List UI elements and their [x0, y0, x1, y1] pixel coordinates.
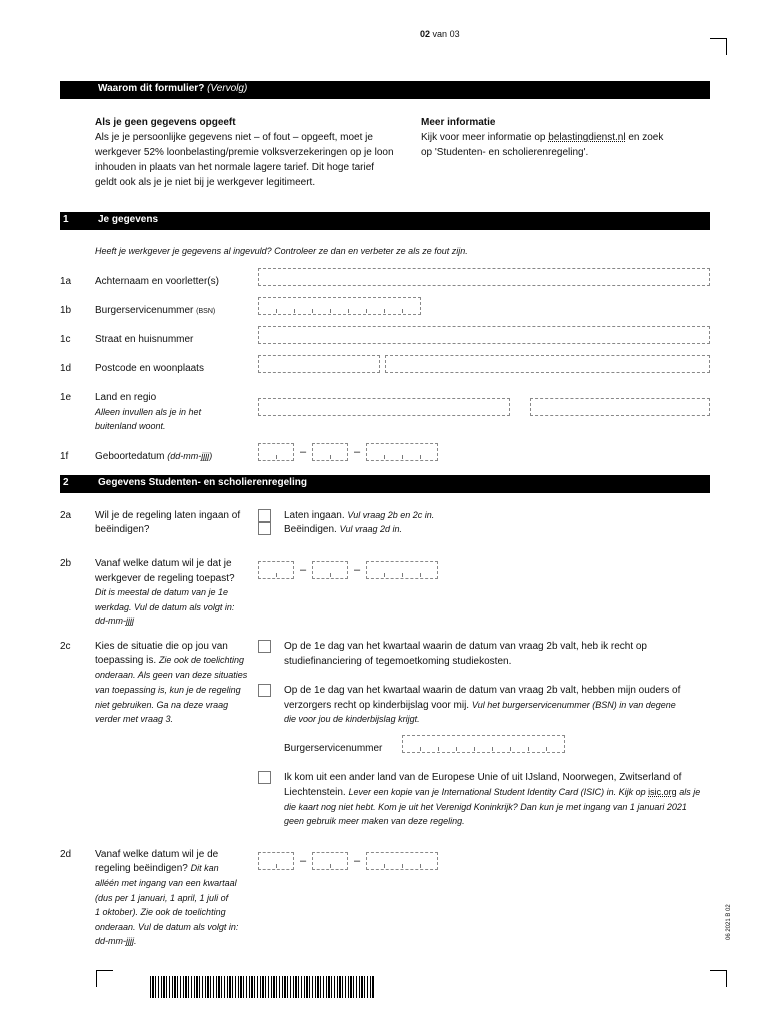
- postcode-field[interactable]: [258, 355, 380, 373]
- row-1d-label: Postcode en woonplaats: [95, 363, 204, 374]
- row-2b-note: werkdag. Vul de datum als volgt in:: [95, 602, 235, 612]
- row-2c-note: onderaan. Als geen van deze situaties: [95, 670, 248, 680]
- section1-note: Heeft je werkgever je gegevens al ingevuld? Controleer ze dan en verbeter ze als ze fout zijn.: [95, 246, 468, 256]
- section1-bar: [60, 212, 710, 230]
- row-2d-note: Dit kan: [190, 863, 219, 873]
- row-1c-label: Straat en huisnummer: [95, 334, 194, 345]
- row-2a-label: Wil je de regeling laten ingaan of: [95, 510, 241, 521]
- belastingdienst-link[interactable]: belastingdienst.nl: [548, 132, 626, 143]
- row-2d-number: 2d: [60, 849, 72, 860]
- section2-number: 2: [63, 477, 69, 488]
- start-day-field[interactable]: [258, 561, 294, 579]
- stop-day-field[interactable]: [258, 852, 294, 870]
- page-current: 02: [420, 29, 431, 39]
- situation-3-text: Ik kom uit een ander land van de Europese Unie of uit IJsland, Noorwegen, Zwitserland of: [284, 772, 682, 783]
- isic-link[interactable]: isic.org: [648, 787, 677, 797]
- row-1e-label: Land en regio: [95, 392, 157, 403]
- date-separator: –: [354, 855, 361, 867]
- section2-title: Gegevens Studenten- en scholierenregeling: [98, 477, 307, 488]
- situation-eu-checkbox[interactable]: [258, 771, 271, 784]
- row-2d-label: Vanaf welke datum wil je de: [95, 849, 219, 860]
- birth-month-field[interactable]: [312, 443, 348, 461]
- name-field[interactable]: [258, 268, 710, 286]
- row-1f-label: Geboortedatum: [95, 451, 165, 462]
- stop-year-field[interactable]: [366, 852, 438, 870]
- page-sep: van: [432, 29, 448, 39]
- situation-3-text: Liechtenstein.: [284, 787, 349, 798]
- stop-checkbox[interactable]: [258, 522, 271, 535]
- intro-bar-suffix: (Vervolg): [207, 83, 248, 94]
- row-1e-note: buitenland woont.: [95, 421, 166, 431]
- corner-mark-bottom-right: [710, 970, 727, 987]
- corner-mark-top-right: [710, 38, 727, 55]
- row-2b-note: dd-mm-jjjj: [95, 616, 134, 626]
- situation-2-text: Op de 1e dag van het kwartaal waarin de datum van vraag 2b valt, hebben mijn ouders of: [284, 685, 681, 696]
- parent-bsn-label: Burgerservicenummer: [284, 743, 383, 754]
- situation-studiefinanciering-checkbox[interactable]: [258, 640, 271, 653]
- page-total: 03: [449, 29, 460, 39]
- situation-2-text: verzorgers recht op kinderbijslag voor mij.: [284, 700, 472, 711]
- row-2c-label: Kies de situatie die op jou van: [95, 641, 228, 652]
- date-separator: –: [300, 446, 307, 458]
- parent-bsn-field[interactable]: [402, 735, 565, 753]
- row-1b-number: 1b: [60, 305, 72, 316]
- row-2d-note: dd-mm-jjjj.: [95, 936, 137, 946]
- intro-right-line2: op 'Studenten- en scholierenregeling'.: [421, 147, 589, 158]
- start-option-hint: Vul vraag 2b en 2c in.: [347, 510, 435, 520]
- situation-1-text: studiefinanciering of tegemoetkoming studiekosten.: [284, 656, 512, 667]
- row-2c-note: van toepassing is, kun je de regeling: [95, 685, 241, 695]
- situation-3-note: die kaart nog niet hebt. Kom je uit het Verenigd Koninkrijk? Dan kun je met ingang van 1 januari 2021: [284, 802, 687, 812]
- situation-kinderbijslag-checkbox[interactable]: [258, 684, 271, 697]
- country-field[interactable]: [258, 398, 510, 416]
- row-2c-note: Zie ook de toelichting: [158, 655, 244, 665]
- situation-3-note: geen gebruik meer maken van deze regeling.: [284, 816, 465, 826]
- date-separator: –: [354, 564, 361, 576]
- start-year-field[interactable]: [366, 561, 438, 579]
- row-1e-number: 1e: [60, 392, 72, 403]
- row-1c-number: 1c: [60, 334, 71, 345]
- row-2c-note: niet gebruiken. Ga na deze vraag: [95, 700, 229, 710]
- situation-3-note: Lever een kopie van je International Student Identity Card (ISIC) in. Kijk op: [348, 787, 649, 797]
- date-separator: –: [300, 855, 307, 867]
- row-2a-number: 2a: [60, 510, 72, 521]
- intro-section-bar: [60, 81, 710, 99]
- corner-mark-bottom-left: [96, 970, 113, 987]
- date-separator: –: [300, 564, 307, 576]
- city-field[interactable]: [385, 355, 710, 373]
- section2-bar: [60, 475, 710, 493]
- intro-right-text: Kijk voor meer informatie op: [421, 132, 549, 143]
- situation-3-note: als je: [676, 787, 701, 797]
- section1-number: 1: [63, 214, 69, 225]
- row-1f-hint: (dd-mm-jjjj): [167, 451, 213, 461]
- intro-right-text: en zoek: [625, 132, 664, 143]
- form-code: 06 2021 B 02: [726, 904, 732, 940]
- date-separator: –: [354, 446, 361, 458]
- situation-2-note: Vul het burgerservicenummer (BSN) in van degene: [471, 700, 676, 710]
- row-2b-number: 2b: [60, 558, 72, 569]
- row-2c-label: toepassing is.: [95, 655, 159, 666]
- row-1a-label: Achternaam en voorletter(s): [95, 276, 219, 287]
- row-2d-note: alléén met ingang van een kwartaal: [95, 878, 237, 888]
- row-2b-label: werkgever de regeling toepast?: [95, 573, 235, 584]
- intro-right-heading: Meer informatie: [421, 117, 496, 128]
- intro-left: [95, 115, 415, 190]
- street-field[interactable]: [258, 326, 710, 344]
- intro-bar-title: Waarom dit formulier?: [98, 83, 205, 94]
- row-2d-note: (dus per 1 januari, 1 april, 1 juli of: [95, 893, 229, 903]
- intro-left-line: Als je je persoonlijke gegevens niet – of fout – opgeeft, moet je: [95, 132, 373, 143]
- page-counter: [420, 27, 460, 42]
- situation-1-text: Op de 1e dag van het kwartaal waarin de datum van vraag 2b valt, heb ik recht op: [284, 641, 647, 652]
- row-2d-note: 1 oktober). Zie ook de toelichting: [95, 907, 226, 917]
- barcode: [150, 976, 375, 998]
- row-1e-note: Alleen invullen als je in het: [95, 407, 202, 417]
- row-1b-label: Burgerservicenummer: [95, 305, 194, 316]
- row-2c-number: 2c: [60, 641, 71, 652]
- section1-title: Je gegevens: [98, 214, 159, 225]
- stop-option: Beëindigen.: [284, 524, 337, 535]
- row-1a-number: 1a: [60, 276, 72, 287]
- start-checkbox[interactable]: [258, 509, 271, 522]
- start-month-field[interactable]: [312, 561, 348, 579]
- stop-option-hint: Vul vraag 2d in.: [339, 524, 402, 534]
- intro-left-line: geldt ook als je je niet bij je werkgever legitimeert.: [95, 177, 316, 188]
- row-1b-small: (BSN): [196, 308, 216, 315]
- birth-year-field[interactable]: [366, 443, 438, 461]
- bsn-field[interactable]: [258, 297, 421, 315]
- row-2d-note: onderaan. Vul de datum als volgt in:: [95, 922, 239, 932]
- row-2c-note: verder met vraag 3.: [95, 714, 174, 724]
- row-2a-label: beëindigen?: [95, 524, 150, 535]
- row-1d-number: 1d: [60, 363, 72, 374]
- intro-left-heading: Als je geen gegevens opgeeft: [95, 117, 236, 128]
- row-2d-label: regeling beëindigen?: [95, 863, 191, 874]
- region-field[interactable]: [530, 398, 710, 416]
- row-2b-label: Vanaf welke datum wil je dat je: [95, 558, 232, 569]
- intro-left-line: inhouden in plaats van het normale lagere tarief. Dit hoge tarief: [95, 162, 375, 173]
- start-option: Laten ingaan.: [284, 510, 345, 521]
- row-2b-note: Dit is meestal de datum van je 1e: [95, 587, 229, 597]
- intro-left-line: werkgever 52% loonbelasting/premie volksverzekeringen op je loon: [95, 147, 394, 158]
- birth-day-field[interactable]: [258, 443, 294, 461]
- row-1f-number: 1f: [60, 451, 69, 462]
- situation-2-note: die voor jou de kinderbijslag krijgt.: [284, 714, 420, 724]
- intro-right: [421, 115, 711, 160]
- stop-month-field[interactable]: [312, 852, 348, 870]
